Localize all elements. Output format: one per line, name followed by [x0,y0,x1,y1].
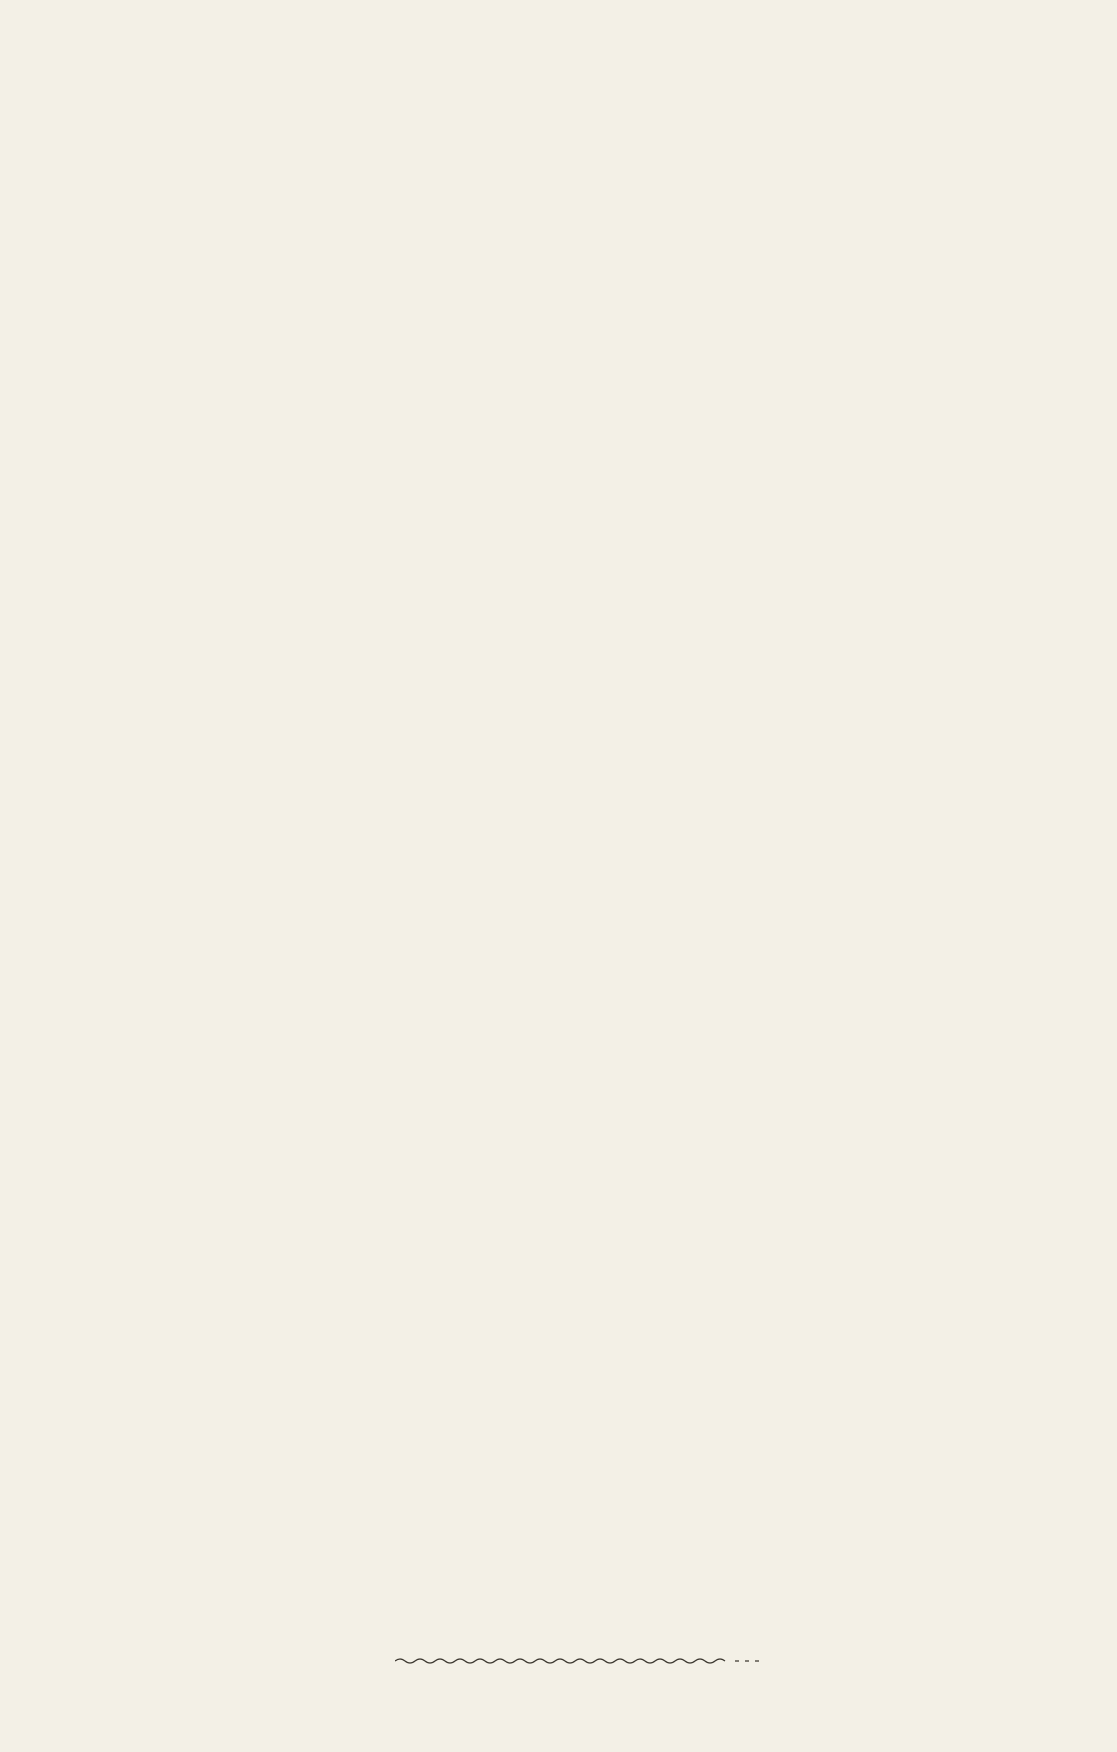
footer-ornament [395,1657,765,1665]
